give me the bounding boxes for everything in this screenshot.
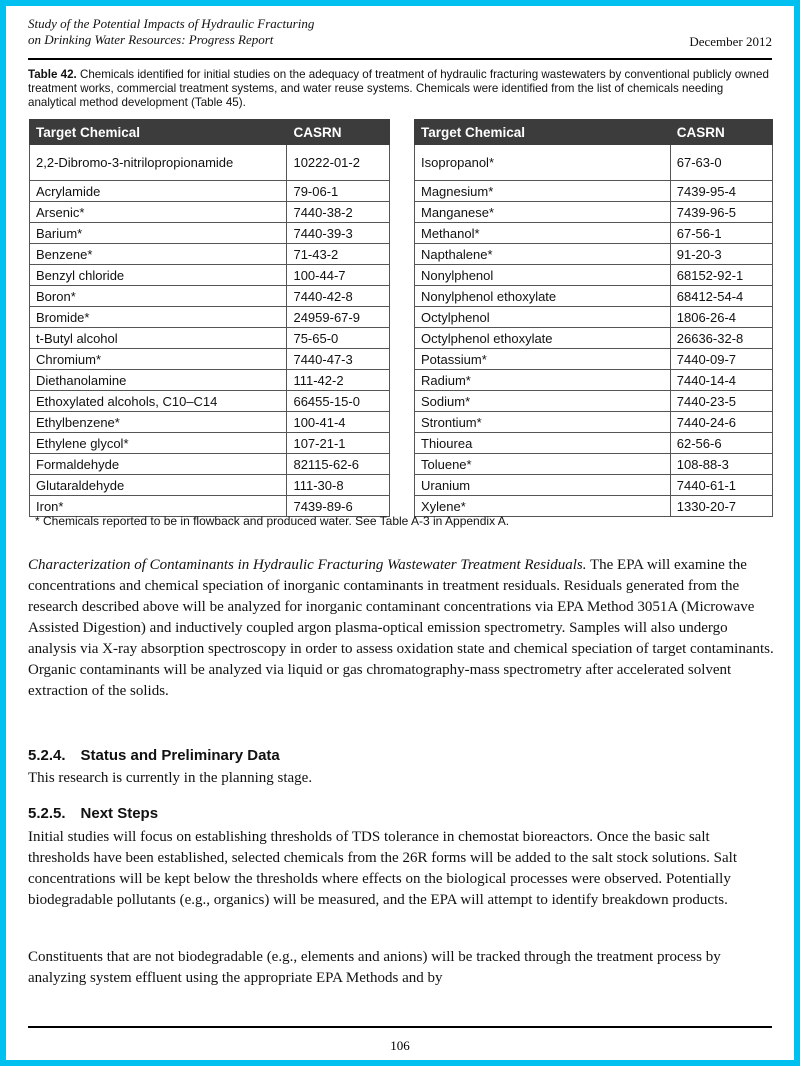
casrn-cell: 62-56-6 bbox=[670, 433, 772, 454]
casrn-cell: 7439-95-4 bbox=[670, 181, 772, 202]
chemical-name-cell: Ethoxylated alcohols, C10–C14 bbox=[30, 391, 287, 412]
paragraph-body: Constituents that are not biodegradable (e.g., elements and anions) will be tracked through the treatment process by analyzing system effluent using the appropriate EPA Methods and by bbox=[28, 949, 721, 986]
chemical-name-cell: Napthalene* bbox=[415, 244, 671, 265]
chemical-name-cell: Thiourea bbox=[415, 433, 671, 454]
table-header-row bbox=[415, 120, 773, 145]
chemicals-table-right bbox=[414, 119, 773, 517]
report-title-line-1: Study of the Potential Impacts of Hydraulic Fracturing bbox=[28, 16, 315, 31]
paragraph-next-steps bbox=[28, 827, 774, 911]
chemical-name-cell: Formaldehyde bbox=[30, 454, 287, 475]
table-caption bbox=[28, 68, 772, 110]
table-row bbox=[415, 181, 773, 202]
column-header-target-chemical: Target Chemical bbox=[415, 120, 671, 145]
page-number: 106 bbox=[390, 1038, 410, 1053]
table-row bbox=[415, 433, 773, 454]
chemical-name-cell: Diethanolamine bbox=[30, 370, 287, 391]
chemical-name-cell: Boron* bbox=[30, 286, 287, 307]
chemical-name-cell: Manganese* bbox=[415, 202, 671, 223]
table-caption-label: Table 42. bbox=[28, 68, 77, 81]
table-row bbox=[30, 244, 390, 265]
casrn-cell: 82115-62-6 bbox=[287, 454, 390, 475]
column-header-casrn: CASRN bbox=[287, 120, 390, 145]
casrn-cell: 7440-39-3 bbox=[287, 223, 390, 244]
column-header-casrn: CASRN bbox=[670, 120, 772, 145]
chemical-name-cell: Nonylphenol ethoxylate bbox=[415, 286, 671, 307]
report-title-line-2: on Drinking Water Resources: Progress Report bbox=[28, 32, 274, 47]
paragraph-residuals bbox=[28, 555, 774, 702]
chemical-name-cell: Nonylphenol bbox=[415, 265, 671, 286]
table-row bbox=[30, 286, 390, 307]
casrn-cell: 67-63-0 bbox=[670, 145, 772, 181]
casrn-cell: 7440-61-1 bbox=[670, 475, 772, 496]
casrn-cell: 100-41-4 bbox=[287, 412, 390, 433]
table-row bbox=[415, 412, 773, 433]
table-row bbox=[415, 454, 773, 475]
table-header-row bbox=[30, 120, 390, 145]
table-row bbox=[30, 145, 390, 181]
chemical-name-cell: Magnesium* bbox=[415, 181, 671, 202]
table-caption-text: Chemicals identified for initial studies on the adequacy of treatment of hydraulic fracturing wastewaters by conventional publicly owned treatment works, commercial treatment systems, and water reuse systems. Chemicals were identified from the list of chemicals needing analytical method development (Table 45). bbox=[28, 68, 769, 109]
paragraph-body: The EPA will examine the concentrations and chemical speciation of inorganic contaminants in treatment residuals. Residuals generated from the research described above will be analyzed for inorganic contaminant concentrations via EPA Method 3051A (Microwave Assisted Digestion) and inductively coupled argon plasma-optical emission spectrometry. Samples will also undergo analysis via X-ray absorption spectroscopy in order to assess oxidation state and chemical speciation of target contaminants. Organic contaminants will be analyzed via liquid or gas chromatography-mass spectrometry after accelerated solvent extraction of the solids. bbox=[28, 557, 774, 699]
chemical-name-cell: Toluene* bbox=[415, 454, 671, 475]
section-heading-5-2-5: 5.2.5. Next Steps bbox=[28, 805, 159, 822]
chemical-name-cell: Ethylene glycol* bbox=[30, 433, 287, 454]
table-row bbox=[415, 223, 773, 244]
chemical-name-cell: Octylphenol bbox=[415, 307, 671, 328]
casrn-cell: 7440-42-8 bbox=[287, 286, 390, 307]
chemical-name-cell: Benzene* bbox=[30, 244, 287, 265]
report-title bbox=[28, 16, 314, 48]
table-row bbox=[30, 454, 390, 475]
chemical-name-cell: Potassium* bbox=[415, 349, 671, 370]
chemicals-table-left bbox=[29, 119, 390, 517]
chemical-name-cell: Strontium* bbox=[415, 412, 671, 433]
table-row bbox=[30, 412, 390, 433]
table-row bbox=[30, 307, 390, 328]
casrn-cell: 7440-24-6 bbox=[670, 412, 772, 433]
casrn-cell: 1330-20-7 bbox=[670, 496, 772, 517]
casrn-cell: 68412-54-4 bbox=[670, 286, 772, 307]
chemical-name-cell: Acrylamide bbox=[30, 181, 287, 202]
table-row bbox=[30, 265, 390, 286]
paragraph-body: Initial studies will focus on establishing thresholds of TDS tolerance in chemostat bioreactors. Once the basic salt thresholds have been established, selected chemicals from the 26R forms will be added to the salt stock solutions. Salt concentrations will be kept below the thresholds where effects on the biological processes were observed. Potentially biodegradable pollutants (e.g., organics) will be measured, and the EPA will attempt to identify breakdown products. bbox=[28, 829, 738, 908]
casrn-cell: 100-44-7 bbox=[287, 265, 390, 286]
paragraph-body: This research is currently in the planning stage. bbox=[28, 770, 313, 786]
page-footer bbox=[28, 1026, 772, 1054]
table-row bbox=[415, 475, 773, 496]
casrn-cell: 71-43-2 bbox=[287, 244, 390, 265]
table-row bbox=[30, 433, 390, 454]
chemical-name-cell: Arsenic* bbox=[30, 202, 287, 223]
table-row bbox=[415, 370, 773, 391]
chemical-name-cell: Methanol* bbox=[415, 223, 671, 244]
report-date: December 2012 bbox=[689, 34, 772, 49]
casrn-cell: 91-20-3 bbox=[670, 244, 772, 265]
chemical-name-cell: Barium* bbox=[30, 223, 287, 244]
chemical-name-cell: Bromide* bbox=[30, 307, 287, 328]
chemical-name-cell: Isopropanol* bbox=[415, 145, 671, 181]
chemical-name-cell: Octylphenol ethoxylate bbox=[415, 328, 671, 349]
casrn-cell: 66455-15-0 bbox=[287, 391, 390, 412]
casrn-cell: 26636-32-8 bbox=[670, 328, 772, 349]
table-row bbox=[30, 223, 390, 244]
section-heading-5-2-4: 5.2.4. Status and Preliminary Data bbox=[28, 747, 280, 764]
chemical-name-cell: Iron* bbox=[30, 496, 287, 517]
paragraph-constituents bbox=[28, 947, 774, 989]
casrn-cell: 111-30-8 bbox=[287, 475, 390, 496]
table-row bbox=[30, 328, 390, 349]
column-header-target-chemical: Target Chemical bbox=[30, 120, 287, 145]
casrn-cell: 7439-96-5 bbox=[670, 202, 772, 223]
table-row bbox=[30, 475, 390, 496]
casrn-cell: 108-88-3 bbox=[670, 454, 772, 475]
table-row bbox=[415, 328, 773, 349]
chemical-name-cell: Glutaraldehyde bbox=[30, 475, 287, 496]
paragraph-lead-in: Characterization of Contaminants in Hydraulic Fracturing Wastewater Treatment Residuals. bbox=[28, 557, 587, 573]
chemical-name-cell: Benzyl chloride bbox=[30, 265, 287, 286]
chemical-name-cell: Chromium* bbox=[30, 349, 287, 370]
casrn-cell: 79-06-1 bbox=[287, 181, 390, 202]
table-row bbox=[415, 244, 773, 265]
table-row bbox=[30, 202, 390, 223]
running-header bbox=[28, 14, 772, 60]
casrn-cell: 7440-14-4 bbox=[670, 370, 772, 391]
table-row bbox=[415, 202, 773, 223]
chemical-name-cell: Radium* bbox=[415, 370, 671, 391]
chemical-name-cell: Xylene* bbox=[415, 496, 671, 517]
table-row bbox=[30, 391, 390, 412]
chemical-name-cell: t-Butyl alcohol bbox=[30, 328, 287, 349]
casrn-cell: 7440-23-5 bbox=[670, 391, 772, 412]
table-row bbox=[30, 349, 390, 370]
casrn-cell: 24959-67-9 bbox=[287, 307, 390, 328]
casrn-cell: 1806-26-4 bbox=[670, 307, 772, 328]
table-row bbox=[415, 286, 773, 307]
table-row bbox=[415, 307, 773, 328]
document-page bbox=[6, 6, 794, 1060]
table-row bbox=[415, 265, 773, 286]
chemical-name-cell: Uranium bbox=[415, 475, 671, 496]
table-footnote: * Chemicals reported to be in flowback and produced water. See Table A-3 in Appendix A. bbox=[35, 514, 510, 528]
table-row bbox=[415, 391, 773, 412]
casrn-cell: 7440-38-2 bbox=[287, 202, 390, 223]
table-row bbox=[30, 181, 390, 202]
chemical-name-cell: Sodium* bbox=[415, 391, 671, 412]
table-row bbox=[30, 370, 390, 391]
chemical-name-cell: 2,2-Dibromo-3-nitrilopropionamide bbox=[30, 145, 287, 181]
chemical-name-cell: Ethylbenzene* bbox=[30, 412, 287, 433]
casrn-cell: 7440-09-7 bbox=[670, 349, 772, 370]
casrn-cell: 7439-89-6 bbox=[287, 496, 390, 517]
casrn-cell: 68152-92-1 bbox=[670, 265, 772, 286]
casrn-cell: 10222-01-2 bbox=[287, 145, 390, 181]
casrn-cell: 75-65-0 bbox=[287, 328, 390, 349]
table-row bbox=[415, 349, 773, 370]
table-row bbox=[415, 145, 773, 181]
paragraph-status bbox=[28, 768, 774, 789]
casrn-cell: 107-21-1 bbox=[287, 433, 390, 454]
casrn-cell: 67-56-1 bbox=[670, 223, 772, 244]
casrn-cell: 7440-47-3 bbox=[287, 349, 390, 370]
casrn-cell: 111-42-2 bbox=[287, 370, 390, 391]
